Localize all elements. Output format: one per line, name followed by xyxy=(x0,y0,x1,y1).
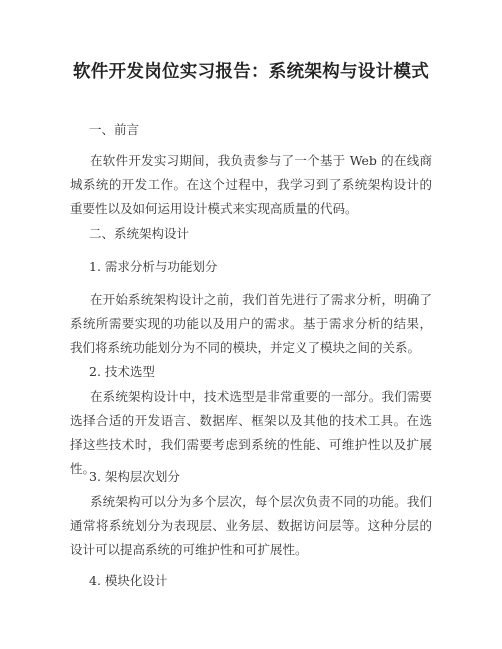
subsection-heading-modular: 4. 模块化设计 xyxy=(89,573,168,588)
subsection-heading-tech-selection: 2. 技术选型 xyxy=(89,364,155,379)
paragraph-preface: 在软件开发实习期间，我负责参与了一个基于 Web 的在线商城系统的开发工作。在这个过程中，我学习到了系统架构设计的重要性以及如何运用设计模式来实现高质量的代码。 xyxy=(70,153,432,216)
paragraph-layers: 系统架构可以分为多个层次，每个层次负责不同的功能。我们通常将系统划分为表现层、业务层、数据访问层等。这种分层的设计可以提高系统的可维护性和可扩展性。 xyxy=(70,494,432,557)
subsection-heading-requirements: 1. 需求分析与功能划分 xyxy=(89,259,218,274)
paragraph-tech-selection: 在系统架构设计中，技术选型是非常重要的一部分。我们需要选择合适的开发语言、数据库、框架以及其他的技术工具。在选择这些技术时，我们需要考虑到系统的性能、可维护性以及扩展性。 xyxy=(70,389,432,476)
document-title: 软件开发岗位实习报告：系统架构与设计模式 xyxy=(73,62,429,82)
paragraph-requirements: 在开始系统架构设计之前，我们首先进行了需求分析，明确了系统所需要实现的功能以及用户的需求。基于需求分析的结果，我们将系统功能划分为不同的模块，并定义了模块之间的关系。 xyxy=(70,292,432,355)
section-heading-architecture: 二、系统架构设计 xyxy=(89,226,190,241)
section-heading-preface: 一、前言 xyxy=(89,122,140,137)
subsection-heading-layers: 3. 架构层次划分 xyxy=(89,469,180,484)
